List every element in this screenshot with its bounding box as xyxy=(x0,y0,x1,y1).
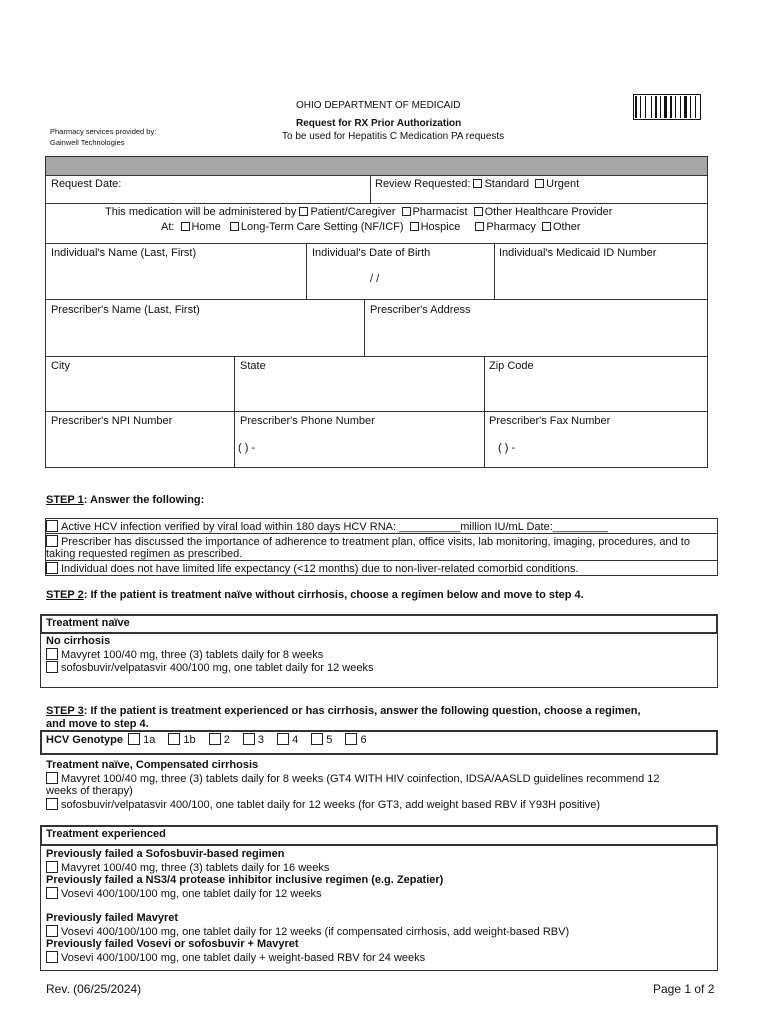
genotype-4-checkbox[interactable] xyxy=(277,733,289,745)
step3-heading-text: : If the patient is treatment experienced or has cirrhosis, answer the following question, choose a regimen, xyxy=(83,705,641,717)
genotype-5-label: 5 xyxy=(326,734,333,746)
patient-caregiver-checkbox[interactable] xyxy=(299,207,308,216)
step1-item-viral-load xyxy=(46,520,608,534)
hospice-label: Hospice xyxy=(420,221,461,233)
dob-separators: / / xyxy=(370,273,380,285)
naive-cirrhosis-option-mavyret xyxy=(46,772,660,786)
failed-vosevi-rbv-checkbox[interactable] xyxy=(46,951,58,963)
cirrhosis-sofosbuvir-text: sofosbuvir/velpatasvir 400/100, one tablet daily for 12 weeks (for GT3, add weight based RBV if Y93H positive) xyxy=(61,799,601,811)
hospice-checkbox[interactable] xyxy=(410,222,419,231)
step3-heading-cont: and move to step 4. xyxy=(46,718,149,730)
review-requested-label: Review Requested: xyxy=(375,178,471,190)
review-requested-group[interactable] xyxy=(375,178,579,191)
genotype-2-label: 2 xyxy=(223,734,230,746)
genotype-1a-checkbox[interactable] xyxy=(128,733,140,745)
dob-field[interactable]: Individual's Date of Birth xyxy=(312,247,431,259)
no-cirrhosis-subhead: No cirrhosis xyxy=(46,635,111,647)
genotype-4-label: 4 xyxy=(292,734,299,746)
failed-mavyret-subhead: Previously failed Mavyret xyxy=(46,912,179,924)
cirrhosis-mavyret-checkbox[interactable] xyxy=(46,772,58,784)
genotype-3-label: 3 xyxy=(257,734,265,746)
other-provider-label: Other Healthcare Provider xyxy=(484,206,613,218)
prescriber-name-field[interactable]: Prescriber's Name (Last, First) xyxy=(51,304,200,316)
step3-heading xyxy=(46,705,641,718)
home-label: Home xyxy=(191,221,221,233)
home-checkbox[interactable] xyxy=(181,222,190,231)
naive-sofosbuvir-checkbox[interactable] xyxy=(46,661,58,673)
step2-heading xyxy=(46,589,584,602)
genotype-1b-label: 1b xyxy=(183,734,196,746)
at-label: At: xyxy=(161,221,175,233)
ltc-checkbox[interactable] xyxy=(230,222,239,231)
step1-label: STEP 1 xyxy=(46,494,84,506)
step2-title-box xyxy=(40,614,718,634)
other-setting-label: Other xyxy=(553,221,581,233)
npi-field[interactable]: Prescriber's NPI Number xyxy=(51,415,173,427)
step2-label: STEP 2 xyxy=(46,589,84,601)
standard-checkbox[interactable] xyxy=(473,179,482,188)
fax-format: ( ) - xyxy=(498,442,516,454)
naive-mavyret-checkbox[interactable] xyxy=(46,648,58,660)
failed-vosevi-option xyxy=(46,951,425,965)
naive-cirrhosis-option-sofosbuvir xyxy=(46,798,600,812)
life-expectancy-text: Individual does not have limited life expectancy (<12 months) due to non-liver-related comorbid conditions. xyxy=(61,563,579,575)
adherence-text-cont: taking requested regimen as prescribed. xyxy=(46,548,243,560)
step2-option-sofosbuvir xyxy=(46,661,373,675)
cirrhosis-mavyret-text-cont: weeks of therapy) xyxy=(46,785,133,797)
viral-load-text: Active HCV infection verified by viral load within 180 days HCV RNA: __________million IU/mL Date:_________ xyxy=(61,521,608,533)
genotype-2-checkbox[interactable] xyxy=(209,733,221,745)
header-band xyxy=(45,156,708,176)
step1-heading-text: : Answer the following: xyxy=(83,494,205,506)
request-date-field[interactable]: Request Date: xyxy=(51,178,122,190)
naive-sofosbuvir-text: sofosbuvir/velpatasvir 400/100 mg, one tablet daily for 12 weeks xyxy=(61,662,374,674)
patient-caregiver-label: Patient/Caregiver xyxy=(310,206,396,218)
failed-ns34-option xyxy=(46,887,322,901)
fax-field[interactable]: Prescriber's Fax Number xyxy=(489,415,611,427)
viral-load-checkbox[interactable] xyxy=(46,520,58,532)
failed-vosevi-rbv-text: Vosevi 400/100/100 mg, one tablet daily + weight-based RBV for 24 weeks xyxy=(61,952,426,964)
failed-sof-mavyret-checkbox[interactable] xyxy=(46,861,58,873)
cirrhosis-mavyret-text: Mavyret 100/40 mg, three (3) tablets daily for 8 weeks (GT4 WITH HIV coinfection, IDSA/AASLD guidelines recommend 12 xyxy=(61,773,660,785)
provider-line-1: Pharmacy services provided by: xyxy=(50,127,157,136)
pharmacy-checkbox[interactable] xyxy=(475,222,484,231)
naive-mavyret-text: Mavyret 100/40 mg, three (3) tablets daily for 8 weeks xyxy=(61,649,324,661)
prescriber-address-field[interactable]: Prescriber's Address xyxy=(370,304,471,316)
failed-ns34-subhead: Previously failed a NS3/4 protease inhibitor inclusive regimen (e.g. Zepatier) xyxy=(46,874,444,886)
failed-sofosbuvir-subhead: Previously failed a Sofosbuvir-based regimen xyxy=(46,848,285,860)
city-field[interactable]: City xyxy=(51,360,70,372)
genotype-1a-label: 1a xyxy=(143,734,156,746)
failed-sof-mavyret-text: Mavyret 100/40 mg, three (3) tablets daily for 16 weeks xyxy=(61,862,330,874)
state-field[interactable]: State xyxy=(240,360,266,372)
adherence-text: Prescriber has discussed the importance of adherence to treatment plan, office visits, lab monitoring, imaging, procedures, and to xyxy=(61,536,690,548)
page-number: Page 1 of 2 xyxy=(653,982,715,996)
genotype-label: HCV Genotype xyxy=(46,734,124,746)
genotype-5-checkbox[interactable] xyxy=(311,733,323,745)
step1-item-life-expectancy xyxy=(46,562,579,576)
provider-line-2: Gainwell Technologies xyxy=(50,138,125,147)
genotype-6-checkbox[interactable] xyxy=(345,733,357,745)
pharmacy-label: Pharmacy xyxy=(486,221,536,233)
failed-vosevi-subhead: Previously failed Vosevi or sofosbuvir + Mavyret xyxy=(46,938,299,950)
genotype-1b-checkbox[interactable] xyxy=(168,733,180,745)
revision-date: Rev. (06/25/2024) xyxy=(46,982,142,996)
step2-heading-text: : If the patient is treatment naïve without cirrhosis, choose a regimen below and move to step 4. xyxy=(83,589,584,601)
other-setting-checkbox[interactable] xyxy=(542,222,551,231)
adherence-checkbox[interactable] xyxy=(46,535,58,547)
naive-cirrhosis-title: Treatment naïve, Compensated cirrhosis xyxy=(46,759,259,771)
failed-mavyret-vosevi-checkbox[interactable] xyxy=(46,925,58,937)
genotype-3-checkbox[interactable] xyxy=(243,733,255,745)
step3-label: STEP 3 xyxy=(46,705,84,717)
step1-item-adherence xyxy=(46,535,690,549)
step2-option-mavyret xyxy=(46,648,323,662)
pharmacist-label: Pharmacist xyxy=(412,206,468,218)
individual-name-field[interactable]: Individual's Name (Last, First) xyxy=(51,247,197,259)
agency-name: OHIO DEPARTMENT OF MEDICAID xyxy=(296,100,461,111)
zip-field[interactable]: Zip Code xyxy=(489,360,534,372)
administered-by-label: This medication will be administered by xyxy=(105,206,297,218)
failed-mavyret-vosevi-text: Vosevi 400/100/100 mg, one tablet daily for 12 weeks (if compensated cirrhosis, add weight-based RBV) xyxy=(61,926,570,938)
genotype-6-label: 6 xyxy=(360,734,367,746)
urgent-label: Urgent xyxy=(546,178,580,190)
failed-ns34-vosevi-text: Vosevi 400/100/100 mg, one tablet daily for 12 weeks xyxy=(61,888,322,900)
medicaid-id-field[interactable]: Individual's Medicaid ID Number xyxy=(499,247,657,259)
other-provider-checkbox[interactable] xyxy=(474,207,483,216)
barcode xyxy=(633,94,701,120)
pharmacist-checkbox[interactable] xyxy=(402,207,411,216)
failed-sofosbuvir-option xyxy=(46,861,329,875)
phone-format: ( ) - xyxy=(238,442,256,454)
form-subtitle: To be used for Hepatitis C Medication PA requests xyxy=(282,131,505,142)
form-title: Request for RX Prior Authorization xyxy=(296,118,462,129)
genotype-row xyxy=(46,733,367,747)
standard-label: Standard xyxy=(484,178,530,190)
ltc-label: Long-Term Care Setting (NF/ICF) xyxy=(240,221,404,233)
treatment-experienced-title: Treatment experienced xyxy=(46,828,166,840)
administered-by-row xyxy=(105,206,612,219)
failed-ns34-vosevi-checkbox[interactable] xyxy=(46,887,58,899)
life-expectancy-checkbox[interactable] xyxy=(46,562,58,574)
step1-heading xyxy=(46,494,204,507)
cirrhosis-sofosbuvir-checkbox[interactable] xyxy=(46,798,58,810)
phone-field[interactable]: Prescriber's Phone Number xyxy=(240,415,375,427)
treatment-naive-title: Treatment naïve xyxy=(46,617,130,629)
setting-row xyxy=(161,221,581,234)
urgent-checkbox[interactable] xyxy=(535,179,544,188)
failed-mavyret-option xyxy=(46,925,569,939)
